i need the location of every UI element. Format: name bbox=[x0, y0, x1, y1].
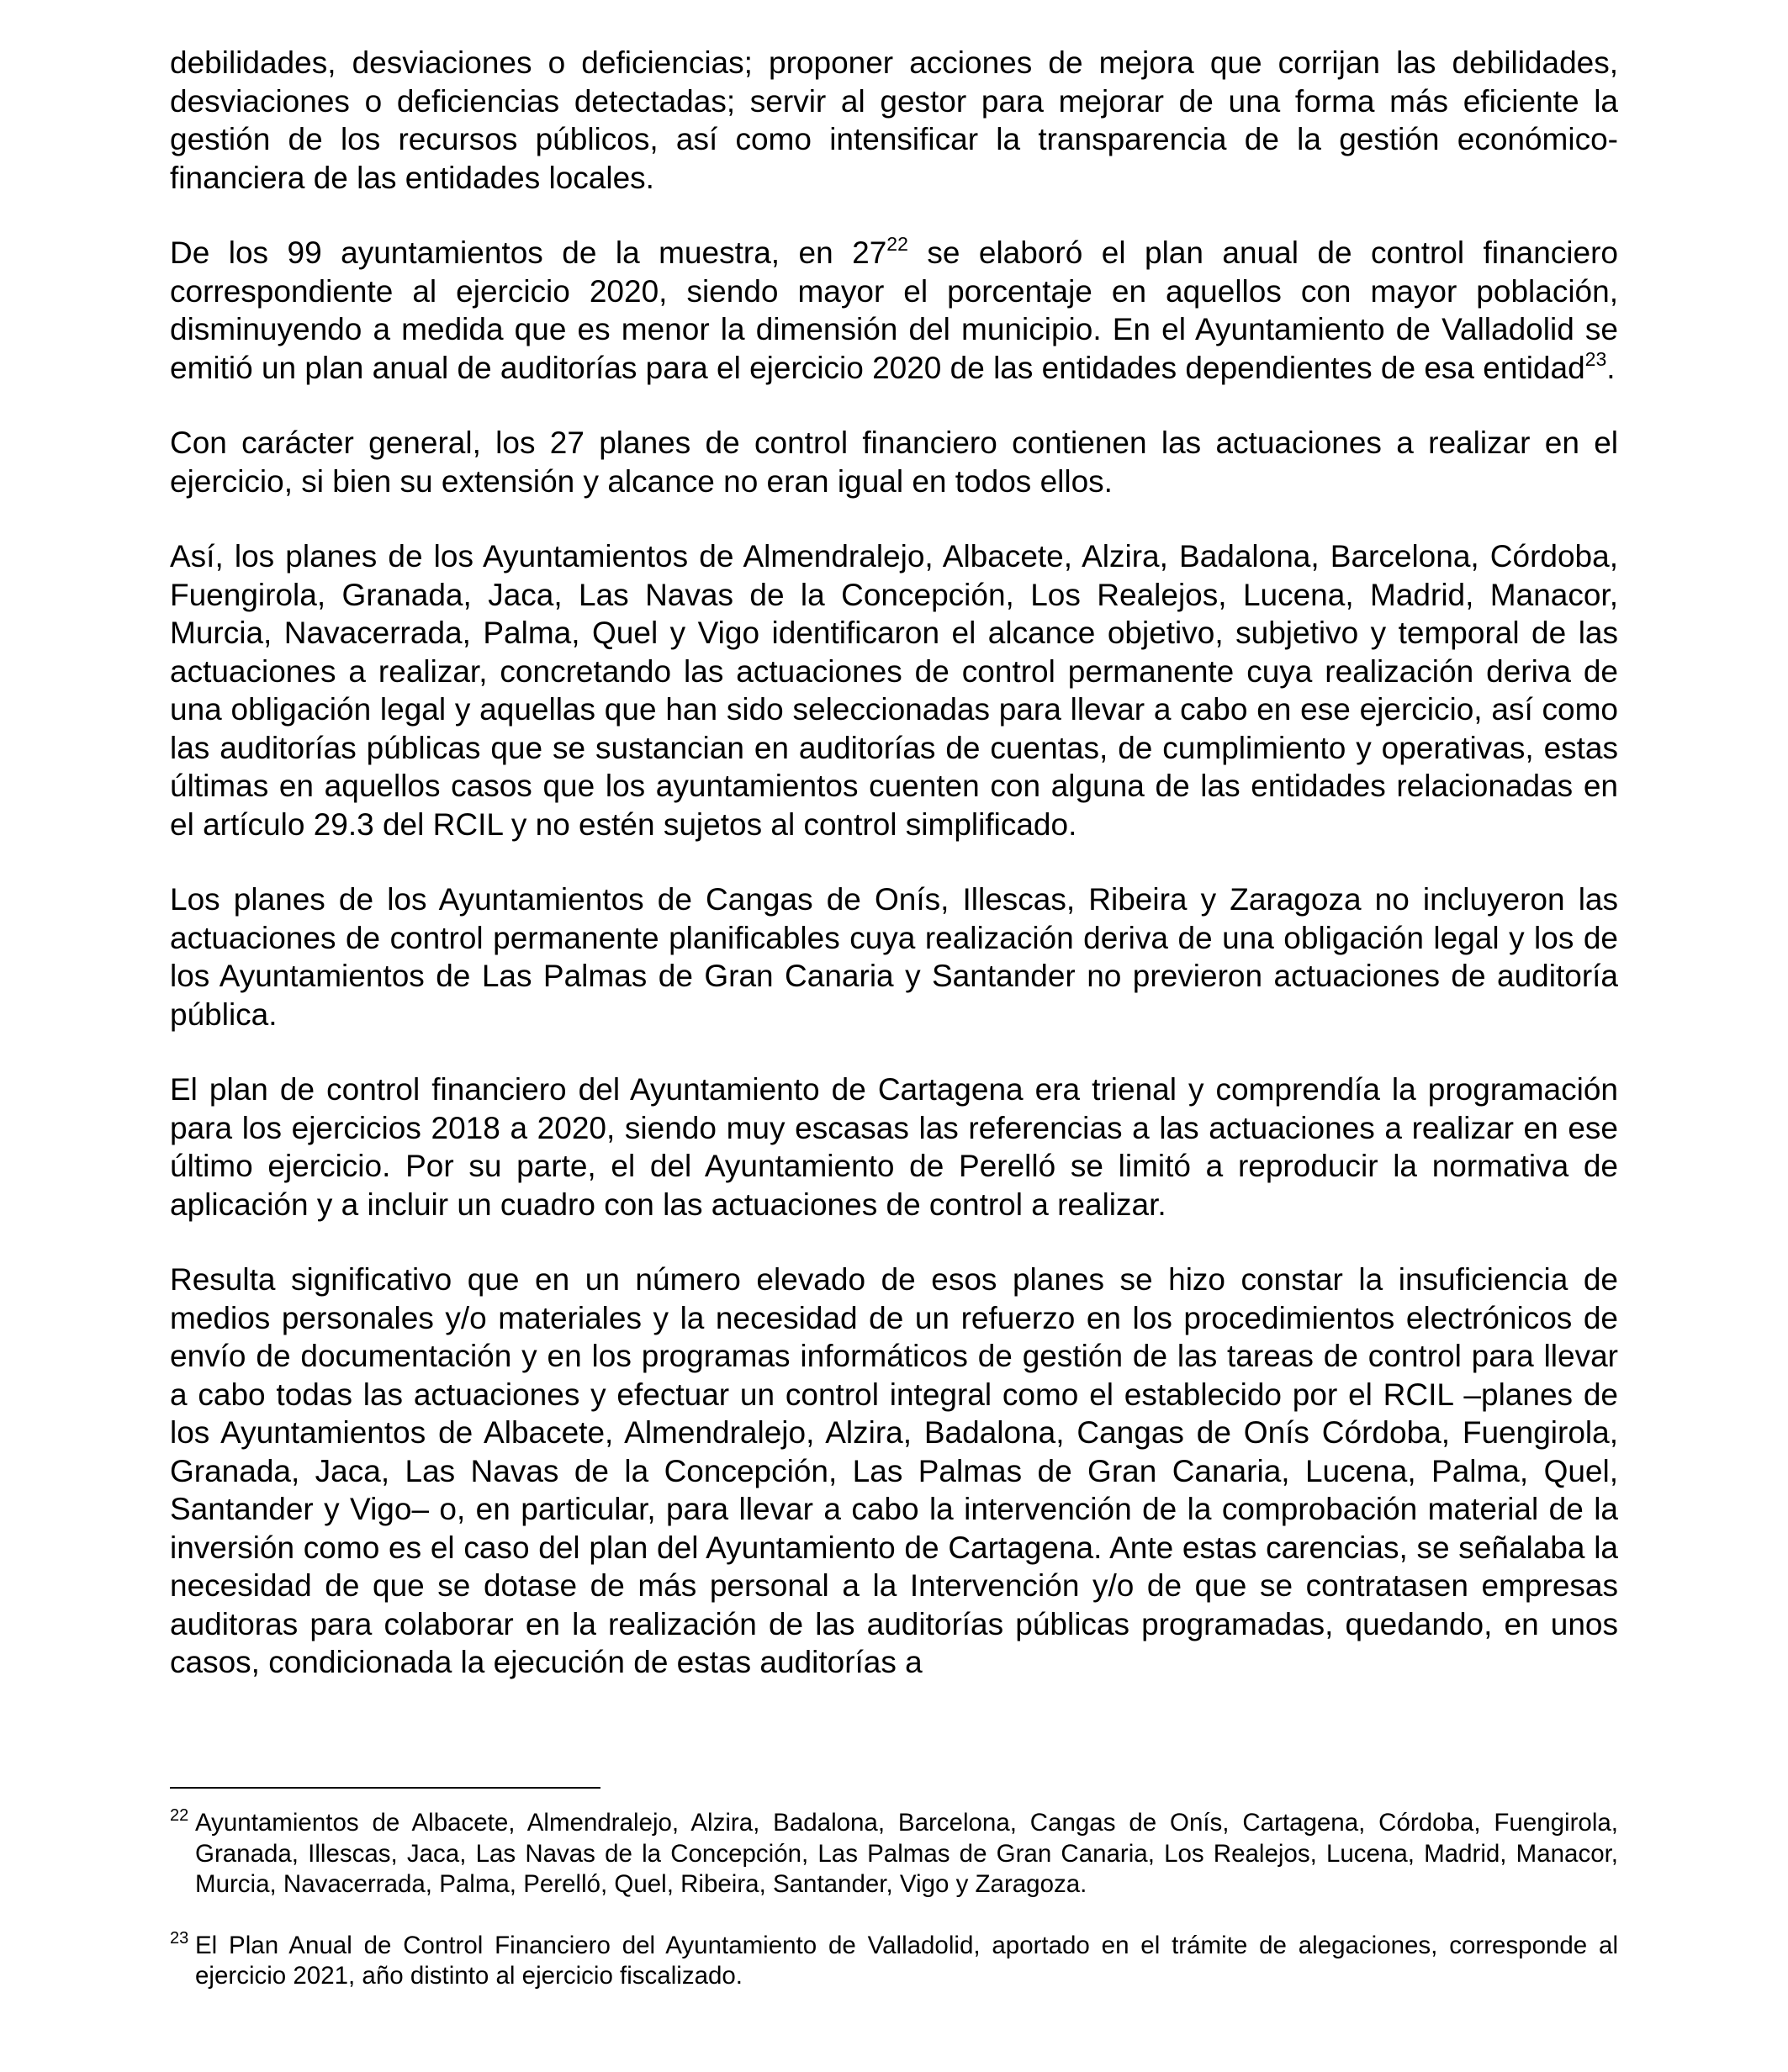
paragraph-4-text: Así, los planes de los Ayuntamientos de Almendralejo, Albacete, Alzira, Badalona, Barcelona, Córdoba, Fuengirola, Granada, Jaca, Las Navas de la Concepción, Los Realejos, Lucena, Madrid, Manacor, Murcia, Navacerrada, Palma, Quel y Vigo identificaron el alcance objetivo, subjetivo y temporal de las actuaciones a realizar, concretando las actuaciones de control permanente cuya realización deriva de una obligación legal y aquellas que han sido seleccionadas para llevar a cabo en ese ejercicio, así como las auditorías públicas que se sustancian en auditorías de cuentas, de cumplimiento y operativas, estas últimas en aquellos casos que los ayuntamientos cuenten con alguna de las entidades relacionadas en el artículo 29.3 del RCIL y no estén sujetos al control simplificado. bbox=[170, 539, 1618, 842]
footnote-22-text: Ayuntamientos de Albacete, Almendralejo, Alzira, Badalona, Barcelona, Cangas de Onís, Cartagena, Córdoba, Fuengirola, Granada, Illescas, Jaca, Las Navas de la Concepción, Las Palmas de Gran Canaria, Los Realejos, Lucena, Madrid, Manacor, Murcia, Navacerrada, Palma, Perelló, Quel, Ribeira, Santander, Vigo y Zaragoza. bbox=[195, 1809, 1618, 1898]
paragraph-6-text: El plan de control financiero del Ayuntamiento de Cartagena era trienal y comprendía la programación para los ejercicios 2018 a 2020, siendo muy escasas las referencias a las actuaciones a realizar en ese último ejercicio. Por su parte, el del Ayuntamiento de Perelló se limitó a reproducir la normativa de aplicación y a incluir un cuadro con las actuaciones de control a realizar. bbox=[170, 1072, 1618, 1222]
paragraph-1-text: debilidades, desviaciones o deficiencias; proponer acciones de mejora que corrijan las debilidades, desviaciones o deficiencias detectadas; servir al gestor para mejorar de una forma más eficiente la gestión de los recursos públicos, así como intensificar la transparencia de la gestión económico-financiera de las entidades locales. bbox=[170, 45, 1618, 195]
footnotes bbox=[170, 1808, 1618, 2022]
paragraph-2 bbox=[170, 234, 1618, 387]
paragraph-4 bbox=[170, 537, 1618, 843]
footnote-separator bbox=[170, 1787, 600, 1789]
paragraph-3 bbox=[170, 424, 1618, 500]
paragraph-2-text-a: De los 99 ayuntamientos de la muestra, en 27 bbox=[170, 235, 887, 270]
footnote-23-text: El Plan Anual de Control Financiero del Ayuntamiento de Valladolid, aportado en el trámite de alegaciones, corresponde al ejercicio 2021, año distinto al ejercicio fiscalizado. bbox=[195, 1931, 1618, 1990]
footnote-ref-22[interactable]: 22 bbox=[886, 233, 908, 255]
paragraph-1 bbox=[170, 44, 1618, 197]
paragraph-7 bbox=[170, 1261, 1618, 1682]
paragraph-2-text-b: se elaboró el plan anual de control financiero correspondiente al ejercicio 2020, siendo mayor el porcentaje en aquellos con mayor población, disminuyendo a medida que es menor la dimensión del municipio. En el Ayuntamiento de Valladolid se emitió un plan anual de auditorías para el ejercicio 2020 de las entidades dependientes de esa entidad bbox=[170, 235, 1618, 385]
document-body bbox=[170, 44, 1618, 1719]
paragraph-5 bbox=[170, 880, 1618, 1033]
paragraph-6 bbox=[170, 1070, 1618, 1224]
paragraph-5-text: Los planes de los Ayuntamientos de Cangas de Onís, Illescas, Ribeira y Zaragoza no incluyeron las actuaciones de control permanente planificables cuya realización deriva de una obligación legal y los de los Ayuntamientos de Las Palmas de Gran Canaria y Santander no previeron actuaciones de auditoría pública. bbox=[170, 882, 1618, 1032]
paragraph-7-text: Resulta significativo que en un número elevado de esos planes se hizo constar la insuficiencia de medios personales y/o materiales y la necesidad de un refuerzo en los procedimientos electrónicos de envío de documentación y en los programas informáticos de gestión de las tareas de control para llevar a cabo todas las actuaciones y efectuar un control integral como el establecido por el RCIL ‒planes de los Ayuntamientos de Albacete, Almendralejo, Alzira, Badalona, Cangas de Onís Córdoba, Fuengirola, Granada, Jaca, Las Navas de la Concepción, Las Palmas de Gran Canaria, Lucena, Palma, Quel, Santander y Vigo‒ o, en particular, para llevar a cabo la intervención de la comprobación material de la inversión como es el caso del plan del Ayuntamiento de Cartagena. Ante estas carencias, se señalaba la necesidad de que se dotase de más personal a la Intervención y/o de que se contratasen empresas auditoras para colaborar en la realización de las auditorías públicas programadas, quedando, en unos casos, condicionada la ejecución de estas auditorías a bbox=[170, 1262, 1618, 1679]
paragraph-3-text: Con carácter general, los 27 planes de control financiero contienen las actuaciones a realizar en el ejercicio, si bien su extensión y alcance no eran igual en todos ellos. bbox=[170, 426, 1618, 499]
footnote-22-mark: 22 bbox=[170, 1806, 189, 1825]
footnote-23-mark: 23 bbox=[170, 1928, 189, 1948]
footnote-22 bbox=[170, 1808, 1618, 1900]
footnote-ref-23[interactable]: 23 bbox=[1584, 347, 1607, 370]
footnote-23 bbox=[170, 1928, 1618, 1992]
paragraph-2-text-c: . bbox=[1606, 350, 1616, 385]
